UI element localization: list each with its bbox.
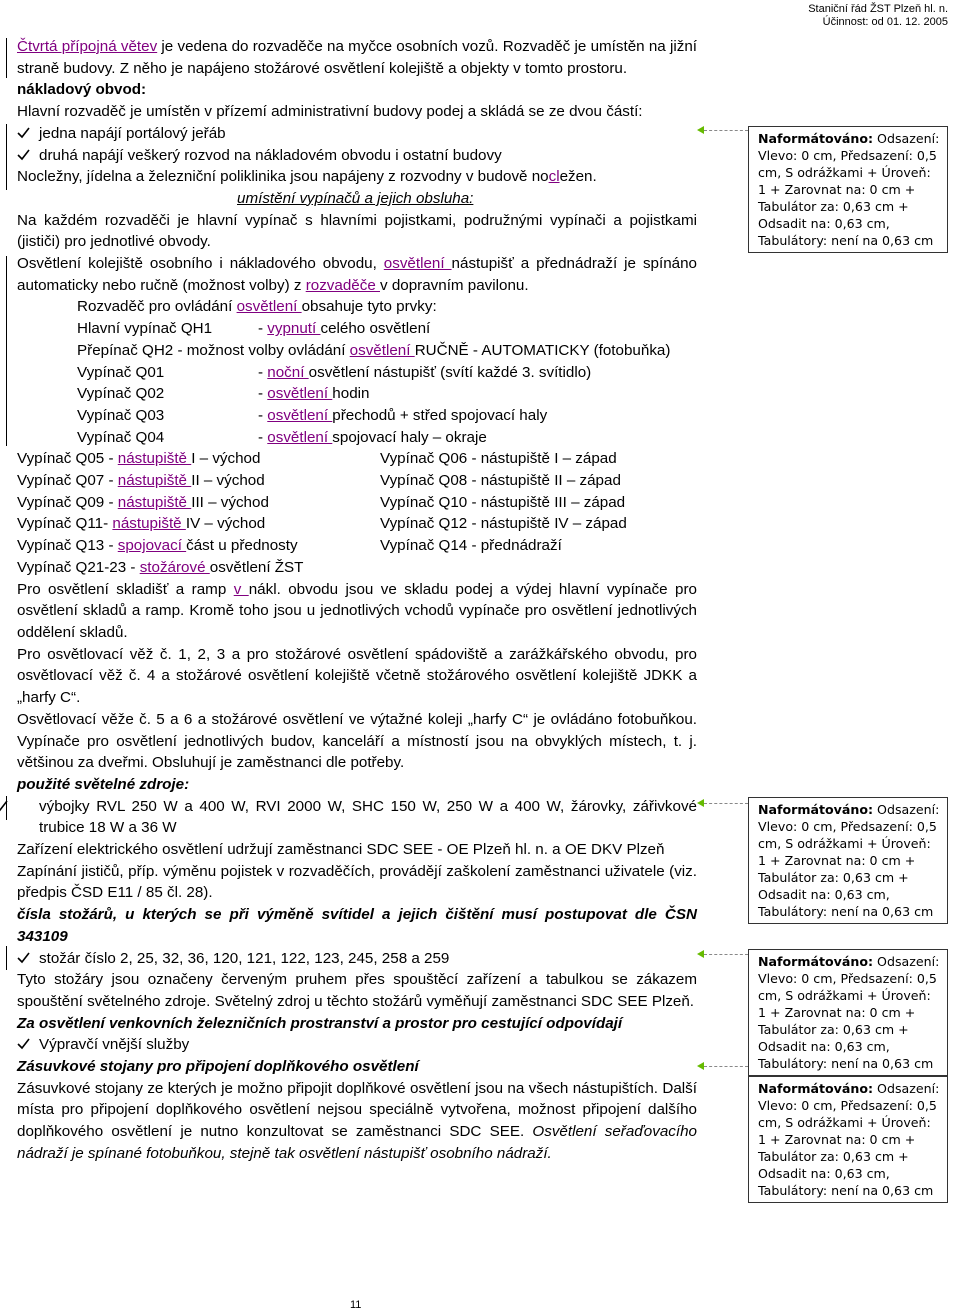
switch-description: část u přednosty bbox=[186, 537, 298, 555]
switch-row-q21 bbox=[17, 557, 697, 579]
tracked-insertion: vypnutí bbox=[267, 320, 321, 338]
switch-row bbox=[17, 427, 697, 449]
switch-dash: - bbox=[258, 320, 268, 338]
paragraph-noclezny bbox=[17, 166, 697, 188]
switch-name: Vypínač Q02 bbox=[77, 385, 165, 403]
switch-name: Vypínač Q13 - bbox=[17, 537, 118, 555]
list-item-text: druhá napájí veškerý rozvod na nákladovém obvodu i ostatní budovy bbox=[39, 146, 502, 164]
paragraph-sockets bbox=[17, 1078, 697, 1165]
document-body bbox=[17, 36, 697, 1165]
switch-description: IV – východ bbox=[185, 515, 266, 533]
tracked-insertion: noční bbox=[267, 363, 309, 381]
switch-description: III – východ bbox=[191, 493, 269, 511]
format-comment[interactable] bbox=[748, 126, 948, 253]
paragraph-text: Přepínač QH2 - možnost volby ovládání bbox=[77, 341, 350, 359]
section-heading-venkovni: Za osvětlení venkovních železničních prostranství a prostor pro cestující odpovídají bbox=[17, 1014, 623, 1032]
tracked-insertion: nástupiště bbox=[117, 493, 192, 511]
tracked-insertion: spojovací bbox=[117, 537, 187, 555]
switch-description: hodin bbox=[332, 385, 370, 403]
switch-pair bbox=[17, 535, 697, 557]
comment-anchor-icon bbox=[697, 126, 704, 134]
change-bar bbox=[6, 256, 7, 446]
switch-name: Vypínač Q08 - nástupiště II – západ bbox=[380, 472, 621, 490]
section-heading-nakladovy: nákladový obvod: bbox=[17, 81, 147, 99]
tracked-insertion: osvětlení bbox=[267, 406, 333, 424]
switch-dash: - bbox=[258, 385, 268, 403]
switch-dash: - bbox=[258, 428, 268, 446]
tracked-insertion: rozvaděče bbox=[305, 276, 380, 294]
switch-name: Vypínač Q21-23 - bbox=[17, 558, 140, 576]
section-heading-umisteni bbox=[17, 188, 697, 210]
change-bar bbox=[6, 124, 7, 190]
switch-row bbox=[17, 362, 697, 384]
switch-name: Vypínač Q09 - bbox=[17, 493, 118, 511]
switch-dash: - bbox=[258, 406, 268, 424]
section-heading-zasuvkove: Zásuvkové stojany pro připojení doplňkového osvětlení bbox=[17, 1058, 419, 1076]
list-item bbox=[17, 796, 697, 839]
paragraph-text: RUČNĚ - AUTOMATICKY (fotobuňka) bbox=[414, 341, 671, 359]
page-number: 11 bbox=[350, 1299, 362, 1311]
tracked-insertion: v bbox=[233, 580, 249, 598]
list-item bbox=[17, 1034, 697, 1056]
paragraph-text: ežen. bbox=[559, 168, 597, 186]
checkmark-icon bbox=[17, 123, 39, 145]
switch-pair bbox=[17, 513, 697, 535]
switch-description: I – východ bbox=[191, 450, 261, 468]
checkmark-icon bbox=[17, 796, 39, 818]
switch-row bbox=[17, 405, 697, 427]
paragraph-text: v dopravním pavilonu. bbox=[380, 276, 529, 294]
switch-name: Vypínač Q12 - nástupiště IV – západ bbox=[380, 515, 627, 533]
paragraph-lighting-control bbox=[17, 253, 697, 296]
tracked-insertion: osvětlení bbox=[267, 428, 333, 446]
switch-name: Vypínač Q03 bbox=[77, 406, 165, 424]
paragraph-text: Zásuvkové stojany ze kterých je možno připojit doplňkové osvětlení jsou na všech nástupištích. Další místa pro připojení doplňkového osvětlení nejsou speciálně vytvořena, možnost připojení dalšího doplňkového osvětlení je nutno konzultovat se zaměstnanci SDC SEE. bbox=[17, 1079, 697, 1141]
checkmark-icon bbox=[17, 145, 39, 167]
comment-label: Naformátováno: bbox=[758, 1081, 874, 1096]
tracked-insertion: osvětlení bbox=[349, 341, 415, 359]
section-heading-cisla: čísla stožárů, u kterých se při výměně svítidel a jejich čištění musí postupovat dle ČSN 343109 bbox=[17, 906, 697, 945]
switch-pair bbox=[17, 470, 697, 492]
switch-name: Vypínač Q05 - bbox=[17, 450, 118, 468]
comment-anchor-icon bbox=[697, 799, 704, 807]
comment-text: Odsazení: Vlevo: 0 cm, Předsazení: 0,5 cm, S odrážkami + Úroveň: 1 + Zarovnat na: 0 cm + Tabulátor za: 0,63 cm + Odsadit na: 0,63 cm, Tabulátory: není na 0,63 cm bbox=[758, 131, 940, 248]
comment-anchor-icon bbox=[697, 1062, 704, 1070]
tracked-insertion: stožárové bbox=[139, 558, 210, 576]
section-heading-zdroje: použité světelné zdroje: bbox=[17, 775, 190, 793]
format-comment[interactable] bbox=[748, 1076, 948, 1203]
header-title: Staniční řád ŽST Plzeň hl. n. bbox=[808, 3, 948, 15]
switch-name: Vypínač Q06 - nástupiště I – západ bbox=[380, 450, 617, 468]
paragraph-towers-1: Pro osvětlovací věž č. 1, 2, 3 a pro stožárové osvětlení spádoviště a zarážkářského obvodu, pro osvětlovací věž č. 4 a stožárové osvětlení kolejiště včetně stožárového osvětlení kolejiště JDKK a „harfy C“. bbox=[17, 645, 697, 707]
comment-text: Odsazení: Vlevo: 0 cm, Předsazení: 0,5 cm, S odrážkami + Úroveň: 1 + Zarovnat na: 0 cm + Tabulátor za: 0,63 cm + Odsadit na: 0,63 cm, Tabulátory: není na 0,63 cm bbox=[758, 954, 940, 1071]
paragraph-text: Rozvaděč pro ovládání bbox=[77, 298, 237, 316]
comment-anchor-icon bbox=[697, 950, 704, 958]
tracked-insertion: osvětlení bbox=[267, 385, 333, 403]
switch-description: osvětlení ŽST bbox=[209, 558, 304, 576]
comment-connector bbox=[704, 803, 748, 804]
tracked-insertion: osvětlení bbox=[236, 298, 302, 316]
paragraph-warehouses bbox=[17, 579, 697, 644]
switch-description: celého osvětlení bbox=[320, 320, 431, 338]
comment-connector bbox=[704, 954, 748, 955]
paragraph-switchboard-elements bbox=[17, 296, 697, 318]
tracked-insertion: nástupiště bbox=[117, 472, 192, 490]
paragraph-switchboard-info: Na každém rozvaděči je hlavní vypínač s hlavními pojistkami, podružnými vypínači a pojistkami (jističi) pro jednotlivé obvody. bbox=[17, 211, 697, 251]
change-bar bbox=[6, 38, 7, 78]
comment-label: Naformátováno: bbox=[758, 954, 874, 969]
page-header bbox=[808, 3, 948, 29]
switch-row bbox=[17, 383, 697, 405]
paragraph-marked-poles: Tyto stožáry jsou označeny červeným pruhem přes spouštěcí zařízení a tabulkou se zákazem spouštění světelného zdroje. Světelný zdroj u těchto stožárů vyměňují zaměstnanci SDC SEE Plzeň. bbox=[17, 971, 697, 1010]
switch-dash: - bbox=[258, 363, 268, 381]
tracked-insertion: osvětlení bbox=[383, 255, 452, 273]
list-item-text: stožár číslo 2, 25, 32, 36, 120, 121, 122, 123, 245, 258 a 259 bbox=[39, 949, 450, 967]
format-comment[interactable] bbox=[748, 797, 948, 924]
comment-text: Odsazení: Vlevo: 0 cm, Předsazení: 0,5 cm, S odrážkami + Úroveň: 1 + Zarovnat na: 0 cm + Tabulátor za: 0,63 cm + Odsadit na: 0,63 cm, Tabulátory: není na 0,63 cm bbox=[758, 1081, 940, 1198]
switch-pair bbox=[17, 492, 697, 514]
switch-name: Vypínač Q14 - přednádraží bbox=[380, 537, 562, 555]
paragraph-italic-text: Osvětlení seřaďovacího nádraží je spínané fotobuňkou, stejně tak osvětlení nástupišť osobního nádraží. bbox=[17, 1123, 697, 1162]
paragraph-main-switchboard: Hlavní rozvaděč je umístěn v přízemí administrativní budovy podej a skládá se ze dvou částí: bbox=[17, 103, 643, 121]
checkmark-icon bbox=[17, 1034, 39, 1056]
list-item-text: výbojky RVL 250 W a 400 W, RVI 2000 W, SHC 150 W, 250 W a 400 W, žárovky, zářivkové trubice 18 W a 36 W bbox=[39, 797, 697, 837]
tracked-insertion: nástupiště bbox=[117, 450, 192, 468]
paragraph-text: Osvětlení kolejiště osobního i nákladového obvodu, bbox=[17, 255, 384, 273]
list-item bbox=[17, 948, 697, 970]
paragraph-text: obsahuje tyto prvky: bbox=[301, 298, 437, 316]
tracked-insertion: cl bbox=[548, 168, 560, 186]
paragraph-maintenance: Zařízení elektrického osvětlení udržují zaměstnanci SDC SEE - OE Plzeň hl. n. a OE DKV Plzeň bbox=[17, 841, 665, 859]
switch-pair bbox=[17, 448, 697, 470]
paragraph-text: nástupišť a přednádraží je spínáno automaticky nebo ručně (možnost volby) z bbox=[17, 255, 697, 294]
switch-row bbox=[17, 318, 697, 340]
change-bar bbox=[6, 946, 7, 970]
paragraph-towers-2: Osvětlovací věže č. 5 a 6 a stožárové osvětlení ve výtažné koleji „harfy C“ je ovládáno fotobuňkou. Vypínače pro osvětlení jednotlivých budov, kanceláří a místností jsou na obvyklých místech, t. j. většinou za dveřmi. Obsluhují je zaměstnanci dle potřeby. bbox=[17, 710, 697, 772]
paragraph-text: je vedena do rozvaděče na myčce osobních vozů. Rozvaděč je umístěn na jižní straně budovy. Z něho je napájeno stožárové osvětlení kolejiště a objekty v tomto prostoru. bbox=[17, 38, 697, 77]
switch-name: Vypínač Q04 bbox=[77, 428, 165, 446]
comment-label: Naformátováno: bbox=[758, 802, 874, 817]
switch-description: osvětlení nástupišť (svítí každé 3. svítidlo) bbox=[308, 363, 592, 381]
heading-text: umístění vypínačů a jejich obsluha: bbox=[237, 189, 474, 207]
comment-connector bbox=[704, 1066, 748, 1067]
checkmark-icon bbox=[17, 948, 39, 970]
paragraph-fourth-branch bbox=[17, 36, 697, 79]
switch-description: II – východ bbox=[191, 472, 265, 490]
format-comment[interactable] bbox=[748, 949, 948, 1076]
list-item bbox=[17, 145, 697, 167]
list-item-text: Výpravčí vnější služby bbox=[39, 1036, 190, 1054]
tracked-insertion: nástupiště bbox=[112, 515, 186, 533]
list-item-text: jedna napájí portálový jeřáb bbox=[39, 124, 226, 142]
list-item bbox=[17, 123, 697, 145]
switch-description: spojovací haly – okraje bbox=[332, 428, 487, 446]
switch-description: přechodů + střed spojovací haly bbox=[332, 406, 548, 424]
paragraph-text: Pro osvětlení skladišť a ramp bbox=[17, 580, 234, 598]
paragraph-text: Nocležny, jídelna a železniční poliklinika jsou napájeny z rozvodny v budově no bbox=[17, 168, 549, 186]
switch-name: Vypínač Q07 - bbox=[17, 472, 118, 490]
paragraph-text: nákl. obvodu jsou ve skladu podej a výdej hlavní vypínače pro osvětlení skladů a ramp. Kromě toho jsou u jednotlivých vchodů vypínače pro osvětlení jednotlivých oddělení skladů. bbox=[17, 580, 697, 641]
header-effective-date: Účinnost: od 01. 12. 2005 bbox=[822, 16, 948, 28]
tracked-insertion: Čtvrtá přípojná větev bbox=[17, 38, 158, 55]
switch-name: Hlavní vypínač QH1 bbox=[77, 320, 213, 338]
switch-name: Vypínač Q01 bbox=[77, 363, 165, 381]
comment-label: Naformátováno: bbox=[758, 131, 874, 146]
switch-name: Vypínač Q11- bbox=[17, 515, 113, 533]
paragraph-fuses: Zapínání jističů, příp. výměnu pojistek v rozvaděčích, provádějí zaškolení zaměstnanci uživatele (viz. předpis ČSD E11 / 85 čl. 28). bbox=[17, 862, 697, 902]
switch-name: Vypínač Q10 - nástupiště III – západ bbox=[380, 493, 626, 511]
comment-connector bbox=[704, 130, 748, 131]
switch-row-qh2 bbox=[17, 340, 697, 362]
comment-text: Odsazení: Vlevo: 0 cm, Předsazení: 0,5 cm, S odrážkami + Úroveň: 1 + Zarovnat na: 0 cm + Tabulátor za: 0,63 cm + Odsadit na: 0,63 cm, Tabulátory: není na 0,63 cm bbox=[758, 802, 940, 919]
